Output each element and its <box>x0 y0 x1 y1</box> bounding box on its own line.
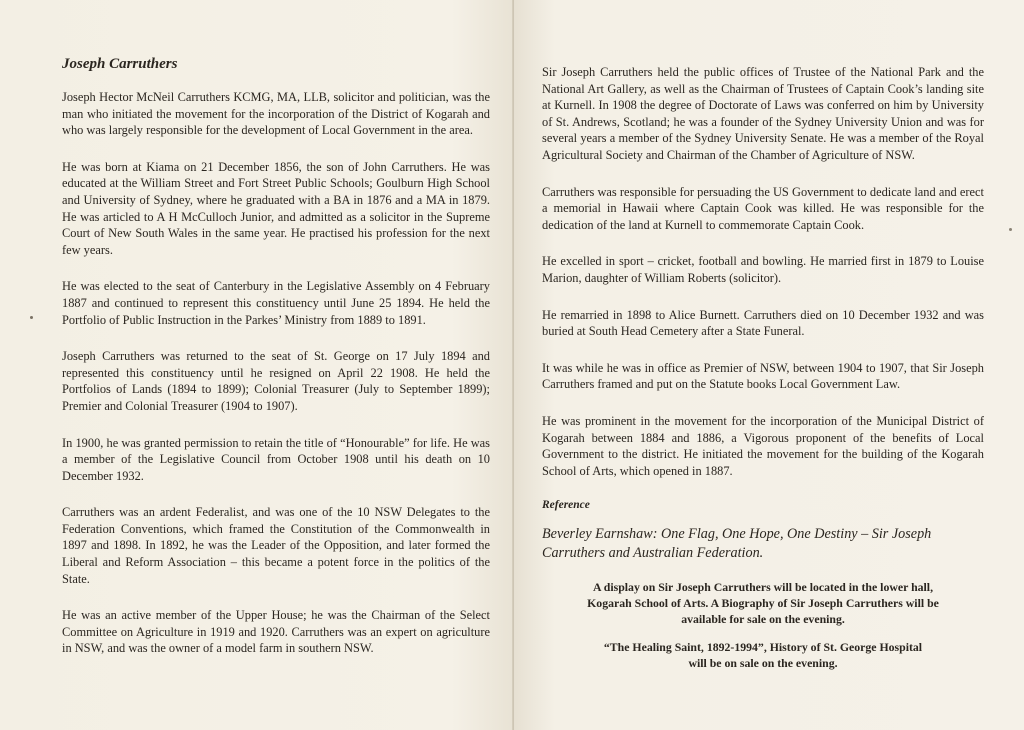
display-notice <box>542 579 984 627</box>
notice-line: A display on Sir Joseph Carruthers will be located in the lower hall, <box>592 580 934 595</box>
biography-paragraph: He was elected to the seat of Canterbury in the Legislative Assembly on 4 February 1887 and continued to represent this constituency until June 25 1894. He held the Portfolio of Public Instruction in the Parkes’ Ministry from 1889 to 1891. <box>62 279 490 327</box>
right-page <box>514 0 1024 730</box>
biography-paragraph: In 1900, he was granted permission to retain the title of “Honourable” for life. He was a member of the Legislative Council from October 1908 until his death on 10 December 1932. <box>62 435 490 483</box>
biography-paragraph: Carruthers was an ardent Federalist, and was one of the 10 NSW Delegates to the Federation Conventions, which framed the Constitution of the Commonwealth in 1897 and 1898. In 1892, he was the Leader of the Opposition, and later formed the Liberal and Reform Association – this became a potent force in the politics of the State. <box>62 505 490 586</box>
notice-line: available for sale on the evening. <box>681 612 845 627</box>
page-speck <box>30 316 33 319</box>
biography-paragraph: Sir Joseph Carruthers held the public offices of Trustee of the National Park and the National Art Gallery, as well as the Chairman of Trustees of Captain Cook’s landing site at Kurnell. In 1908 the degree of Doctorate of Laws was conferred on him by University of St. Andrews, Scotland; he was a founder of the Sydney University Union and was for several years a member of the Sydney University Senate. He was a member of the Royal Agricultural Society and Chairman of the Chamber of Agriculture of NSW. <box>542 65 984 162</box>
notice-line: Kogarah School of Arts. A Biography of Sir Joseph Carruthers will be <box>587 596 939 611</box>
biography-paragraph: Joseph Hector McNeil Carruthers KCMG, MA, LLB, solicitor and politician, was the man who initiated the movement for the incorporation of the District of Kogarah and who was largely responsible for the development of Local Government in the area. <box>62 90 490 138</box>
notice-line: will be on sale on the evening. <box>688 656 838 671</box>
page-speck <box>1009 228 1012 231</box>
biography-paragraph: He was an active member of the Upper House; he was the Chairman of the Select Committee on Agriculture in 1919 and 1920. Carruthers was an expert on agriculture in NSW, and was the owner of a model farm in southern NSW. <box>62 608 490 656</box>
biography-paragraph: He remarried in 1898 to Alice Burnett. Carruthers died on 10 December 1932 and was buried at South Head Cemetery after a State Funeral. <box>542 307 984 339</box>
biography-paragraph: Joseph Carruthers was returned to the seat of St. George on 17 July 1894 and represented this constituency until he resigned on April 22 1908. He held the Portfolios of Lands (1894 to 1899); Colonial Treasurer (July to September 1899); Premier and Colonial Treasurer (1904 to 1907). <box>62 349 490 413</box>
biography-paragraph: It was while he was in office as Premier of NSW, between 1904 to 1907, that Sir Joseph Carruthers framed and put on the Statute books Local Government Law. <box>542 360 984 392</box>
biography-paragraph: Carruthers was responsible for persuading the US Government to dedicate land and erect a memorial in Hawaii where Captain Cook was killed. He was responsible for the dedication of the land at Kurnell to commemorate Captain Cook. <box>542 184 984 232</box>
hospital-history-notice <box>542 639 984 671</box>
reference-label: Reference <box>542 499 590 512</box>
biography-paragraph: He was prominent in the movement for the incorporation of the Municipal District of Kogarah between 1884 and 1886, a Vigorous proponent of the benefits of Local Government to the district. He initiated the movement for the building of the Kogarah School of Arts, which opened in 1887. <box>542 413 984 478</box>
biography-paragraph: He was born at Kiama on 21 December 1856, the son of John Carruthers. He was educated at the William Street and Fort Street Public Schools; Goulburn High School and University of Sydney, where he graduated with a BA in 1876 and a MA in 1879. He was articled to A H McCulloch Junior, and admitted as a solicitor in the Supreme Court of New South Wales in the same year. He practised his profession for the next few years. <box>62 159 490 257</box>
reference-citation: Beverley Earnshaw: One Flag, One Hope, One Destiny – Sir Joseph Carruthers and Australian Federation. <box>542 526 932 562</box>
notice-line: “The Healing Saint, 1892-1994”, History of St. George Hospital <box>603 640 923 655</box>
page-heading: Joseph Carruthers <box>62 56 178 72</box>
biography-paragraph: He excelled in sport – cricket, football and bowling. He married first in 1879 to Louise Marion, daughter of William Roberts (solicitor). <box>542 254 984 285</box>
